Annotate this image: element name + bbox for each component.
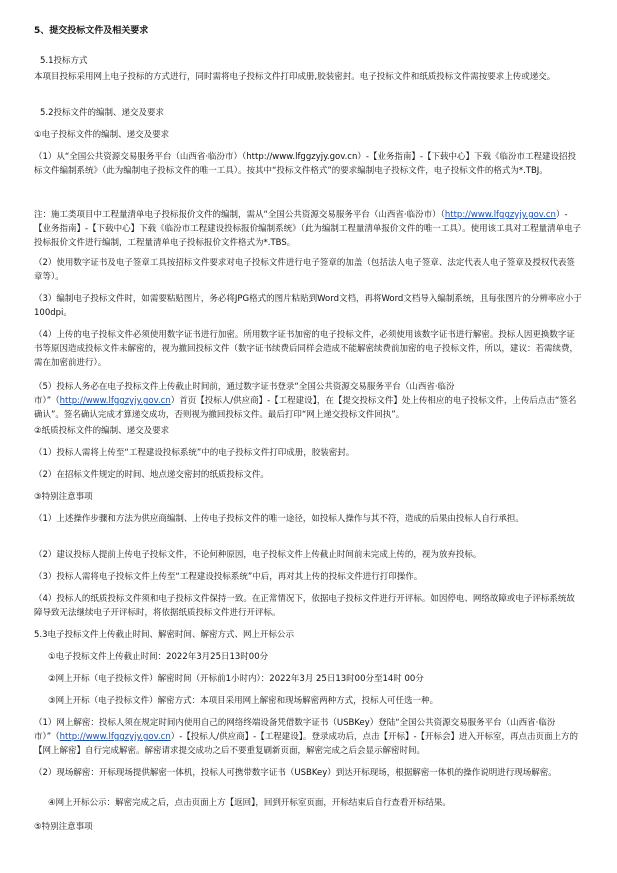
clause-3-title: ③特别注意事项 [34,492,93,502]
platform-link[interactable]: http://www.lfggzyjy.gov.cn [59,732,171,742]
clause-1-para-5 [34,380,582,422]
subsection-5-1-body: 本项目投标采用网上电子投标的方式进行，同时需将电子投标文件打印成册,胶装密封。电子投标文件和纸质投标文件需按要求上传或递交。 [34,72,556,82]
online-decrypt-text-a: （1）网上解密：投标人须在规定时间内使用自己的网络终端设备凭借数字证书（USBKey）登陆“全国公共资源交易服务平台（山西省·临汾市）”（ [34,718,556,742]
clause-1-title: ①电子投标文件的编制、递交及要求 [34,130,170,140]
para5-text-b: ）首页【投标人/供应商】-【工程建设】，在【提交投标文件】处上传相应的电子投标文件，上传后点击“签名确认”。签名确认完成才算递交成功，否则视为撤回投标文件。最后打印“网上递交投标文件回执”。 [34,396,577,420]
online-decrypt-text-b: ）-【投标人/供应商】-【工程建设】。登录成功后，点击【开标】-【开标会】进入开标室，再点击页面上方的【网上解密】自行完成解密。解密请求提交成功之后不要重复刷新页面，解密完成之后会显示解密时间。 [34,732,579,756]
clause-1-para-2: （2）使用数字证书及电子签章工具按招标文件要求对电子投标文件进行电子签章的加盖（包括法人电子签章、法定代表人电子签章及授权代表签章等）。 [34,258,575,282]
subsection-5-3-title: 5.3电子投标文件上传截止时间、解密时间、解密方式、网上开标公示 [34,630,295,640]
publicity-item: ④网上开标公示：解密完成之后，点击页面上方【返回】，回到开标室页面，开标结束后自行查看开标结果。 [48,798,451,808]
clause-2-para-2: （2）在招标文件规定的时间、地点递交密封的纸质投标文件。 [34,470,269,480]
onsite-decrypt-para: （2）现场解密：开标现场提供解密一体机，投标人可携带数字证书（USBKey）到达开标现场，根据解密一体机的操作说明进行现场解密。 [34,768,557,778]
decrypt-method-item: ③网上开标（电子投标文件）解密方式：本项目采用网上解密和现场解密两种方式，投标人可任选一种。 [48,696,439,706]
clause-3-para-1: （1）上述操作步骤和方法为供应商编制、上传电子投标文件的唯一途径，如投标人操作与其不符，造成的后果由投标人自行承担。 [34,514,524,524]
clause-3-para-2: （2）建议投标人提前上传电子投标文件，不论何种原因，电子投标文件上传截止时间前未完成上传的，视为放弃投标。 [34,550,482,560]
platform-link[interactable]: http://www.lfggzyjy.gov.cn [59,396,171,406]
clause-3-para-4: （4）投标人的纸质投标文件须和电子投标文件保持一致。在正常情况下，依据电子投标文件进行开评标。如因停电、网络故障或电子评标系统故障导致无法继续电子开评标时，将依据纸质投标文件进行开评标。 [34,594,575,618]
subsection-5-2-title: 5.2投标文件的编制、递交及要求 [40,108,165,118]
decrypt-time-item: ②网上开标（电子投标文件）解密时间（开标前1小时内）：2022年3月 25日13时00分至14时 00分 [48,674,424,684]
note-text-b: ）-【业务指南】-【下载中心】下载《临汾市工程建设投标报价编制系统》（此为编制工程量清单报价文件的唯一工具）。使用该工具对工程量清单电子投标报价文件进行编制，工程量清单电子投标报价文件格式为*.TBS。 [34,210,582,248]
para5-text-a: （5）投标人务必在电子投标文件上传截止时间前，通过数字证书登录“全国公共资源交易服务平台（山西省·临汾市）”（ [34,382,455,406]
deadline-item: ①电子投标文件上传截止时间：2022年3月25日13时00分 [48,652,269,662]
online-decrypt-para [34,716,582,758]
section-title: 5、提交投标文件及相关要求 [34,26,149,36]
clause-1-para-1: （1）从“全国公共资源交易服务平台（山西省·临汾市）（http://www.lfggzyjy.gov.cn）-【业务指南】-【下载中心】下载《临汾市工程建设招投标文件编制系统》（此为编制电子投标文件的唯一工具）。按其中“投标文件格式”的要求编制电子投标文件，电子投标文件的格式为*.TBJ。 [34,152,576,176]
clause-1-note [34,208,582,250]
clause-1-para-3: （3）编制电子投标文件时，如需要粘贴图片，务必将JPG格式的图片粘贴到Word文档，再将Word文档导入编制系统，且每张图片的分辨率应小于100dpi。 [34,294,582,318]
note-text-a: 注：施工类项目中工程量清单电子投标报价文件的编制，需从“全国公共资源交易服务平台（山西省·临汾市）（ [34,210,445,220]
clause-1-para-4: （4）上传的电子投标文件必须使用数字证书进行加密。所用数字证书加密的电子投标文件，必须使用该数字证书进行解密。投标人因更换数字证书等原因造成投标文件未解密的，视为撤回投标文件（数字证书续费后同样会造成不能解密续费前加密的电子投标文件，所以，建议：若需续费，需在加密前进行）。 [34,330,579,368]
clause-3-para-3: （3）投标人需将电子投标文件上传至“工程建设投标系统”中后，再对其上传的投标文件进行打印操作。 [34,572,423,582]
subsection-5-1-title: 5.1投标方式 [40,56,88,66]
clause-2-title: ②纸质投标文件的编制、递交及要求 [34,426,170,436]
platform-link[interactable]: http://www.lfggzyjy.gov.cn [444,210,556,220]
special-notes-title: ⑤特别注意事项 [34,822,93,832]
clause-2-para-1: （1）投标人需将上传至“工程建设投标系统”中的电子投标文件打印成册，胶装密封。 [34,448,355,458]
